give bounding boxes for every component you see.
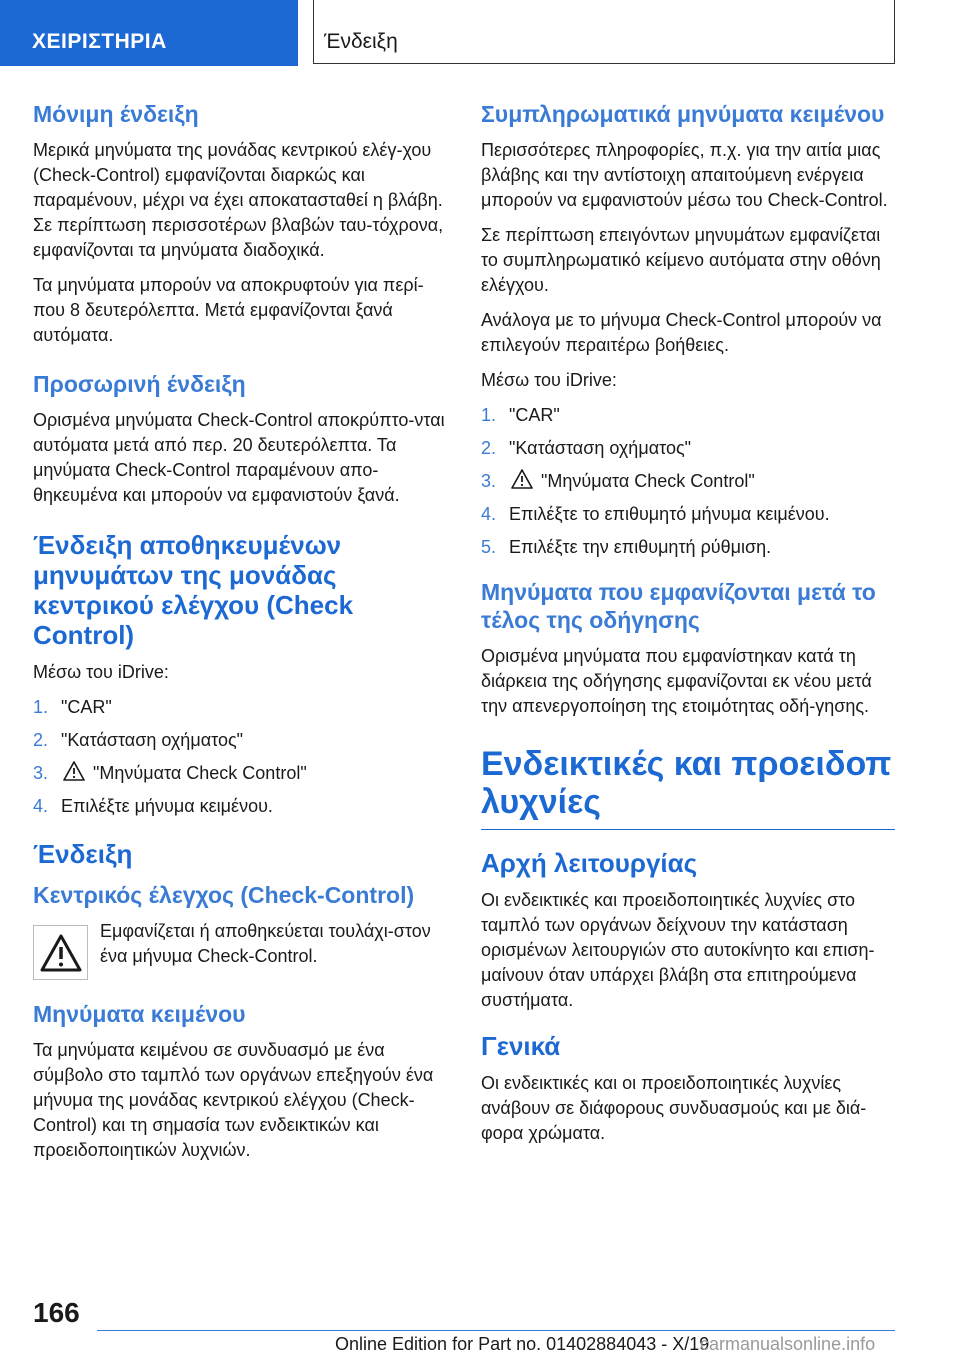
step-text: "Μηνύματα Check Control" xyxy=(541,471,755,491)
list-item xyxy=(33,728,448,753)
heading-general: Γενικά xyxy=(481,1031,561,1061)
step-number: 1. xyxy=(33,697,49,717)
section-label: ΧΕΙΡΙΣΤΗΡΙΑ xyxy=(32,30,167,53)
step-number: 2. xyxy=(33,730,49,750)
step-text: Επιλέξτε το επιθυμητό μήνυμα κειμένου. xyxy=(509,504,830,524)
section-indicator-lamps xyxy=(481,745,895,830)
idrive-intro: Μέσω του iDrive: xyxy=(481,370,617,390)
list-item xyxy=(33,761,448,786)
list-item xyxy=(481,436,895,461)
page-number: 166 xyxy=(33,1297,80,1328)
list-item xyxy=(481,502,895,527)
list-item xyxy=(33,695,448,720)
chapter-title-box xyxy=(313,0,895,64)
list-item xyxy=(33,794,448,819)
check-control-info xyxy=(33,919,448,980)
step-text: "CAR" xyxy=(61,697,112,717)
section-permanent-display xyxy=(33,100,448,348)
chapter-title: Ένδειξη xyxy=(324,30,398,53)
warning-triangle-icon xyxy=(511,469,533,489)
paragraph: Τα μηνύματα μπορούν να αποκρυφτούν για περί-που 8 δευτερόλεπτα. Μετά εμφανίζονται ξανά αυτόματα. xyxy=(33,275,424,345)
section-general xyxy=(481,1031,895,1146)
heading-rule xyxy=(481,829,895,830)
section-tab xyxy=(0,0,298,66)
right-column xyxy=(481,100,895,1156)
paragraph: Σε περίπτωση επειγόντων μηνυμάτων εμφανίζεται το συμπληρωματικό κείμενο αυτόματα στην οθόνη ελέγχου. xyxy=(481,225,881,295)
left-column xyxy=(33,100,448,1173)
steps-list xyxy=(33,695,448,819)
list-item xyxy=(481,403,895,428)
heading-display: Ένδειξη xyxy=(33,839,133,869)
step-text: Επιλέξτε την επιθυμητή ρύθμιση. xyxy=(509,537,772,557)
heading-indicator-lamps: Ενδεικτικές και προειδοπ λυχνίες xyxy=(481,745,892,821)
section-supplementary-text xyxy=(481,100,895,560)
section-after-drive-messages xyxy=(481,578,895,719)
section-principle xyxy=(481,848,895,1013)
section-check-control xyxy=(33,881,448,980)
step-text: "Κατάσταση οχήματος" xyxy=(61,730,244,750)
heading-after-drive-messages: Μηνύματα που εμφανίζονται μετά το τέλος της οδήγησης xyxy=(481,579,876,633)
step-text: "CAR" xyxy=(509,405,560,425)
section-temporary-display xyxy=(33,370,448,508)
warning-triangle-icon xyxy=(63,761,85,781)
heading-principle: Αρχή λειτουργίας xyxy=(481,848,698,878)
paragraph: Ανάλογα με το μήνυμα Check-Control μπορούν να επιλεγούν περαιτέρω βοήθειες. xyxy=(481,310,882,355)
step-text: "Κατάσταση οχήματος" xyxy=(509,438,692,458)
step-number: 1. xyxy=(481,405,497,425)
paragraph: Ορισμένα μηνύματα που εμφανίστηκαν κατά τη διάρκεια της οδήγησης εμφανίζονται εκ νέου μετά την απενεργοποίηση της ετοιμότητας οδή-γησης. xyxy=(481,646,872,716)
heading-supplementary-text: Συμπληρωματικά μηνύματα κειμένου xyxy=(481,101,885,127)
page-header xyxy=(0,0,960,66)
footer-rule xyxy=(97,1330,895,1331)
heading-temporary-display: Προσωρινή ένδειξη xyxy=(33,371,246,397)
heading-stored-messages: Ένδειξη αποθηκευμένων μηνυμάτων της μονάδας κεντρικού ελέγχου (Check Control) xyxy=(33,530,354,650)
section-stored-messages xyxy=(33,530,448,819)
step-number: 3. xyxy=(481,471,497,491)
warning-triangle-icon xyxy=(40,934,82,972)
paragraph: Περισσότερες πληροφορίες, π.χ. για την αιτία μιας βλάβης και την αντίστοιχη απαιτούμενη ενέργεια μπορούν να εμφανιστούν μέσω του Check-Control. xyxy=(481,140,888,210)
paragraph: Εμφανίζεται ή αποθηκεύεται τουλάχι-στον ένα μήνυμα Check-Control. xyxy=(100,921,431,966)
paragraph: Οι ενδεικτικές και προειδοποιητικές λυχνίες στο ταμπλό των οργάνων δείχνουν την κατάσταση ορισμένων λειτουργιών στο αυτοκίνητο και επιση-μαίνουν όταν υπάρχει βλάβη στα επιτηρούμενα συστήματα. xyxy=(481,890,875,1010)
step-text: Επιλέξτε μήνυμα κειμένου. xyxy=(61,796,273,816)
check-control-symbol xyxy=(33,925,88,980)
paragraph: Μερικά μηνύματα της μονάδας κεντρικού ελέγ-χου (Check-Control) εμφανίζονται διαρκώς και παραμένουν, μέχρι να έχει αποκατασταθεί η βλάβη. Σε περίπτωση περισσοτέρων βλαβών ταυ-τόχρονα, εμφανίζονται τα μηνύματα διαδοχικά. xyxy=(33,140,444,260)
step-text: "Μηνύματα Check Control" xyxy=(93,763,307,783)
list-item xyxy=(481,469,895,494)
watermark: carmanualsonline.info xyxy=(700,1334,876,1354)
step-number: 4. xyxy=(33,796,49,816)
paragraph: Οι ενδεικτικές και οι προειδοποιητικές λυχνίες ανάβουν σε διάφορους συνδυασμούς και με διά-φορα χρώματα. xyxy=(481,1073,867,1143)
paragraph: Τα μηνύματα κειμένου σε συνδυασμό με ένα σύμβολο στο ταμπλό των οργάνων επεξηγούν ένα μήνυμα της μονάδας κεντρικού ελέγχου (Check-Control) και τη σημασία των ενδεικτικών και προειδοποιητικών λυχνιών. xyxy=(33,1040,434,1160)
heading-text-messages: Μηνύματα κειμένου xyxy=(33,1001,246,1027)
steps-list xyxy=(481,403,895,560)
step-number: 4. xyxy=(481,504,497,524)
step-number: 2. xyxy=(481,438,497,458)
edition-text: Online Edition for Part no. 01402884043 - X/19 xyxy=(335,1334,710,1354)
idrive-intro: Μέσω του iDrive: xyxy=(33,662,169,682)
step-number: 5. xyxy=(481,537,497,557)
section-text-messages xyxy=(33,1000,448,1163)
paragraph: Ορισμένα μηνύματα Check-Control αποκρύπτο-νται αυτόματα μετά από περ. 20 δευτερόλεπτα. Τα μηνύματα Check-Control παραμένουν απο-θηκευμένα και μπορούν να εμφανιστούν ξανά. xyxy=(33,410,445,505)
list-item xyxy=(481,535,895,560)
heading-permanent-display: Μόνιμη ένδειξη xyxy=(33,101,199,127)
section-display xyxy=(33,839,448,869)
heading-check-control: Κεντρικός έλεγχος (Check-Control) xyxy=(33,882,415,908)
step-number: 3. xyxy=(33,763,49,783)
